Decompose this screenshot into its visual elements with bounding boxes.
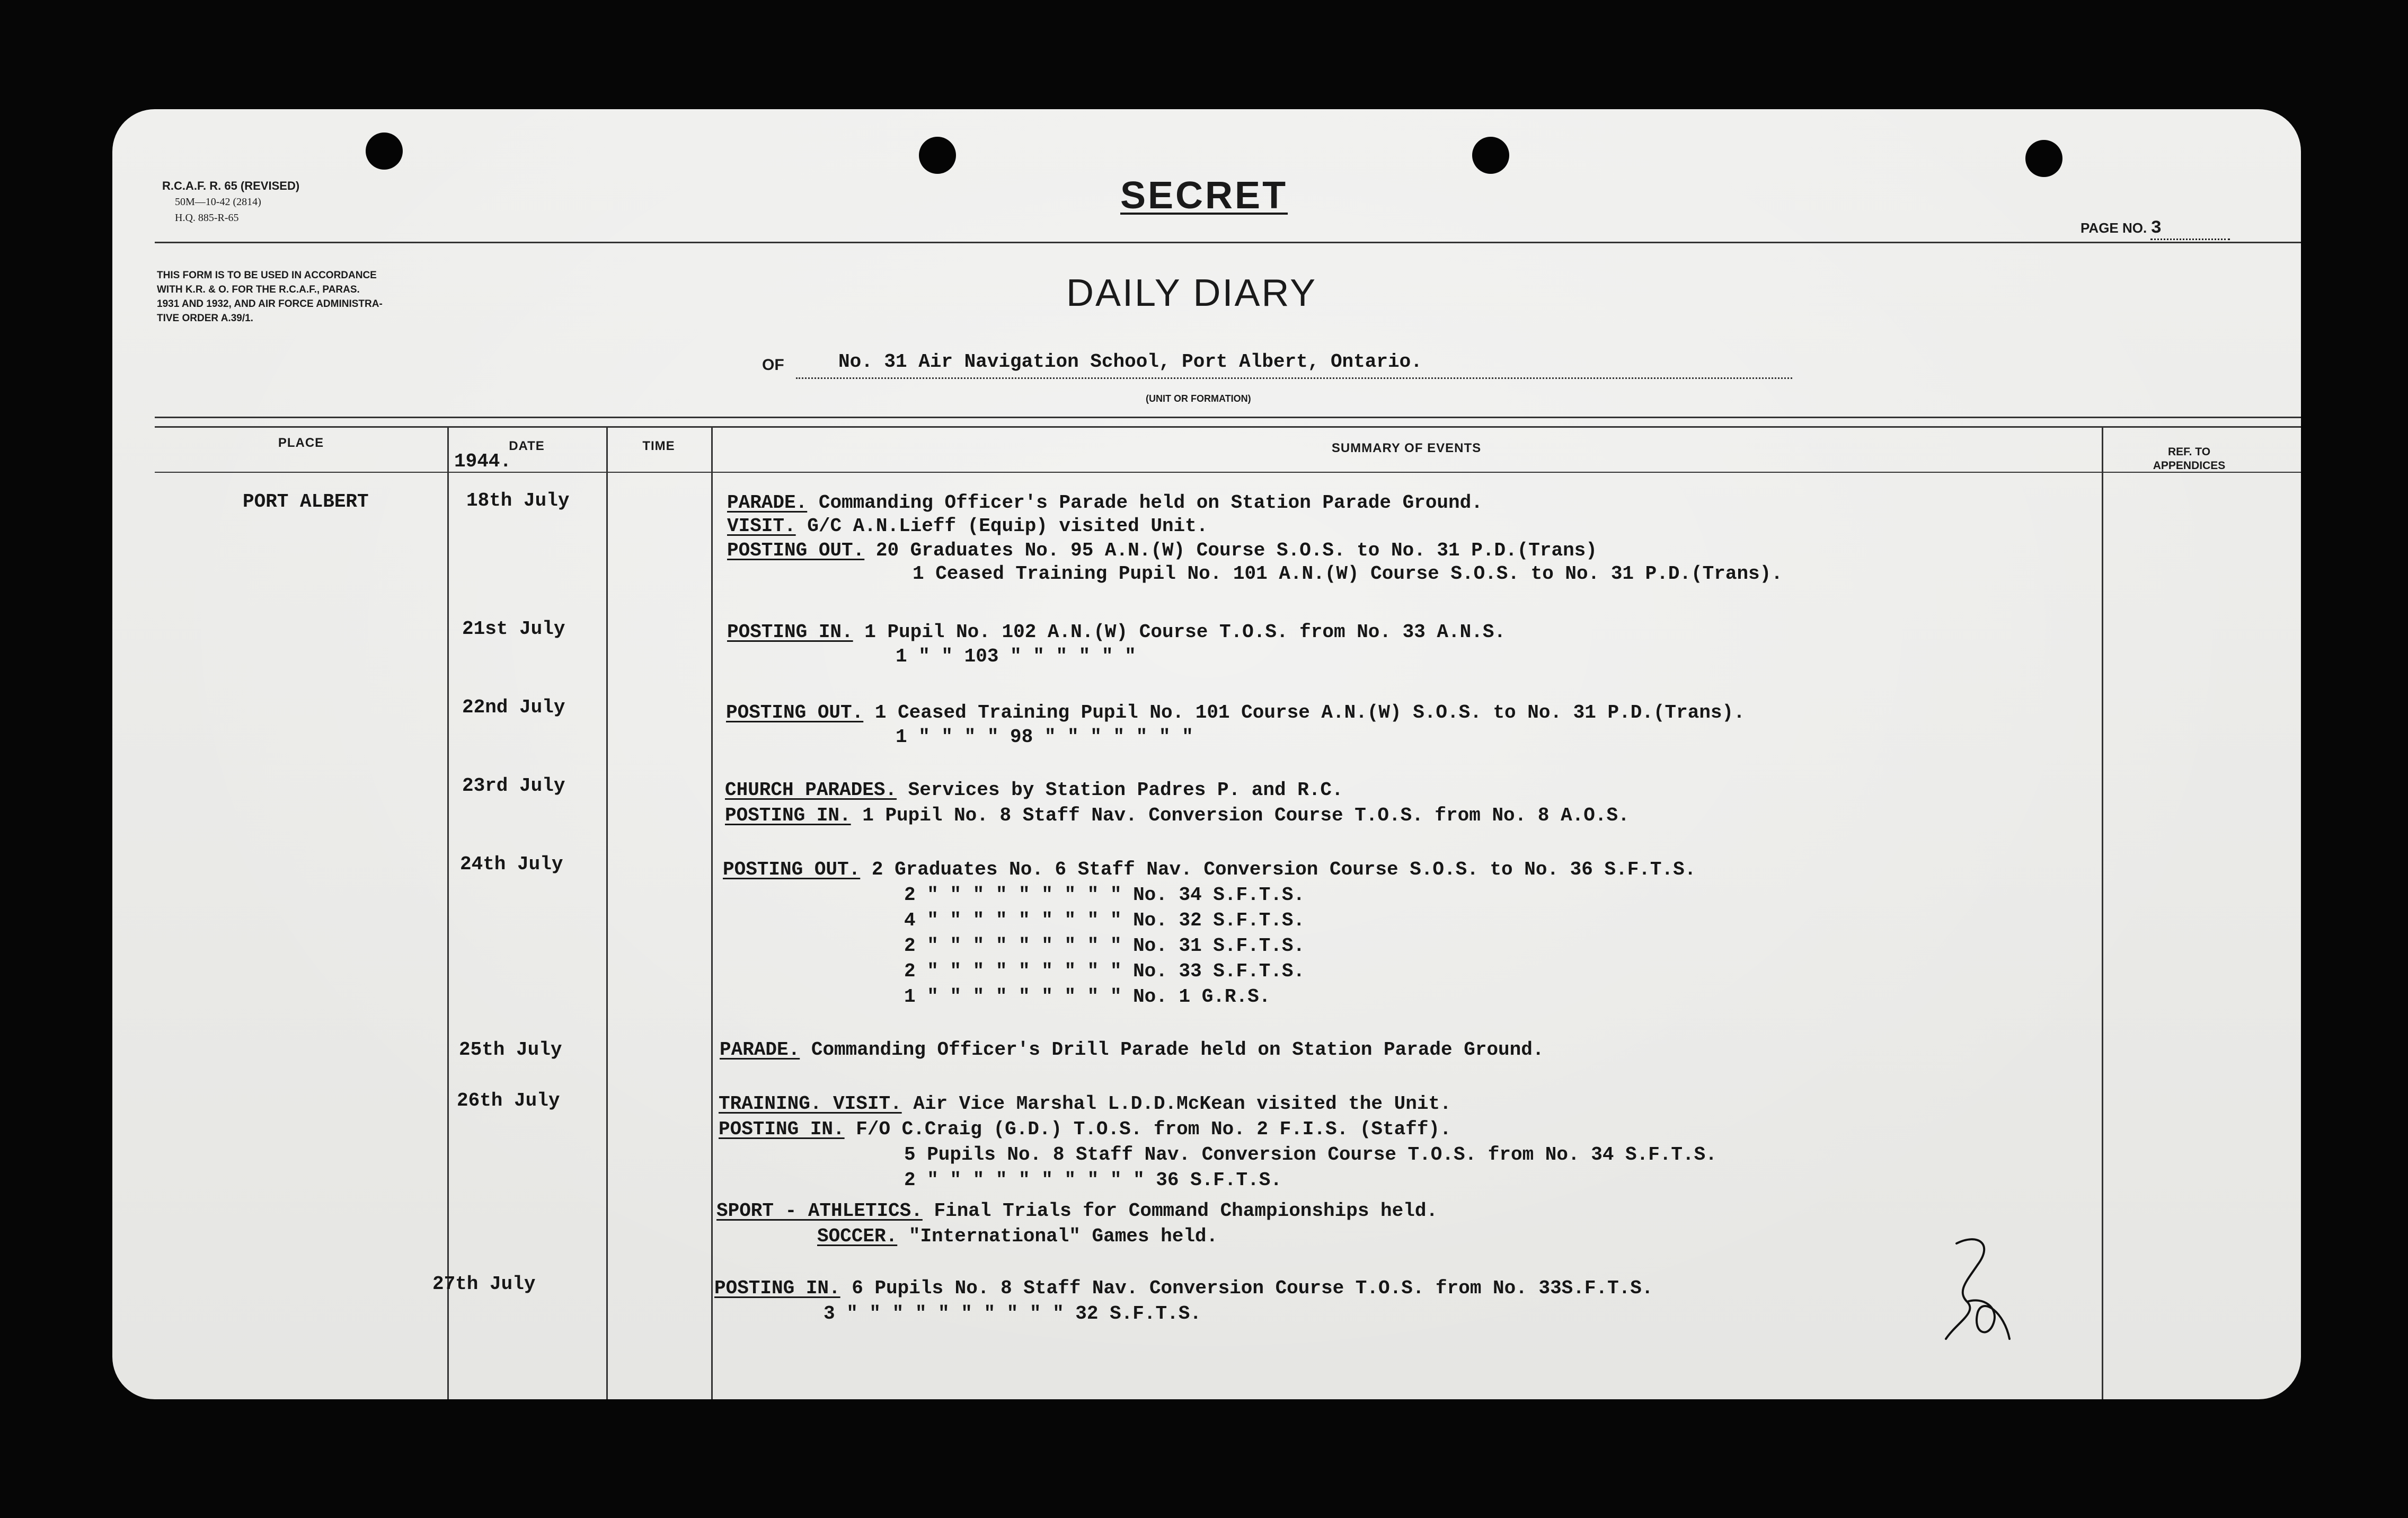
event-line xyxy=(719,1118,1451,1140)
page-title: DAILY DIARY xyxy=(1066,272,1317,314)
column-header-summary: SUMMARY OF EVENTS xyxy=(1331,441,1482,455)
header-line: APPENDICES xyxy=(2153,460,2226,472)
table-top-rule xyxy=(155,417,2301,418)
event-category: POSTING IN. xyxy=(727,621,853,643)
event-text: 6 Pupils No. 8 Staff Nav. Conversion Course T.O.S. from No. 33S.F.T.S. xyxy=(852,1277,1653,1299)
event-category: POSTING OUT. xyxy=(727,540,865,561)
entry-date: 18th July xyxy=(466,490,570,511)
event-category: POSTING OUT. xyxy=(726,702,864,723)
form-usage-note xyxy=(157,268,383,325)
event-category: POSTING OUT. xyxy=(723,859,861,880)
event-text: 1 Pupil No. 8 Staff Nav. Conversion Course T.O.S. from No. 8 A.O.S. xyxy=(862,805,1630,826)
diary-year: 1944. xyxy=(454,451,512,472)
event-line xyxy=(727,515,1208,537)
event-line xyxy=(817,1225,1218,1247)
event-line xyxy=(714,1277,1653,1299)
event-text: Air Vice Marshal L.D.D.McKean visited the Unit. xyxy=(913,1093,1451,1115)
event-line xyxy=(727,492,1483,514)
event-category: SPORT - ATHLETICS. xyxy=(716,1200,923,1222)
event-text: 1 " " 103 " " " " " " xyxy=(896,646,1136,667)
page-number-value: 3 xyxy=(2150,218,2230,240)
event-text: 4 " " " " " " " " " No. 32 S.F.T.S. xyxy=(904,910,1305,931)
event-line xyxy=(896,646,1136,667)
event-text: 2 " " " " " " " " " No. 33 S.F.T.S. xyxy=(904,960,1305,982)
column-header-date: DATE xyxy=(509,439,545,453)
event-text: Final Trials for Command Championships held. xyxy=(934,1200,1438,1222)
event-category: POSTING IN. xyxy=(725,805,851,826)
entry-date: 24th July xyxy=(460,853,563,875)
form-number: R.C.A.F. R. 65 (REVISED) xyxy=(162,179,300,192)
print-code: 50M—10-42 (2814) xyxy=(175,196,261,208)
note-line: TIVE ORDER A.39/1. xyxy=(157,313,253,324)
page-label: PAGE NO. xyxy=(2081,220,2147,236)
event-line xyxy=(727,621,1506,643)
event-category: POSTING IN. xyxy=(719,1118,845,1140)
table-top-rule xyxy=(155,426,2301,428)
event-text: "International" Games held. xyxy=(908,1225,1218,1247)
event-text: F/O C.Craig (G.D.) T.O.S. from No. 2 F.I.S. (Staff). xyxy=(856,1118,1451,1140)
column-header-appendices xyxy=(2102,445,2277,473)
event-text: 2 " " " " " " " " " No. 34 S.F.T.S. xyxy=(904,884,1305,906)
event-line xyxy=(913,563,1783,585)
event-text: 1 Ceased Training Pupil No. 101 A.N.(W) Course S.O.S. to No. 31 P.D.(Trans). xyxy=(913,563,1783,585)
event-line xyxy=(824,1303,1201,1325)
event-line xyxy=(723,859,1696,880)
event-line xyxy=(725,805,1630,826)
event-line xyxy=(904,1144,1717,1166)
column-header-time: TIME xyxy=(642,439,675,453)
event-category: POSTING IN. xyxy=(714,1277,840,1299)
place-cell: PORT ALBERT xyxy=(243,491,369,513)
diary-form-card xyxy=(112,109,2301,1399)
event-text: 5 Pupils No. 8 Staff Nav. Conversion Course T.O.S. from No. 34 S.F.T.S. xyxy=(904,1144,1717,1166)
unit-caption: (UNIT OR FORMATION) xyxy=(1146,393,1251,404)
event-line xyxy=(904,960,1305,982)
punch-hole xyxy=(1472,137,1509,174)
event-line xyxy=(904,1169,1282,1191)
event-category: TRAINING. VISIT. xyxy=(719,1093,902,1115)
note-line: THIS FORM IS TO BE USED IN ACCORDANCE xyxy=(157,270,377,281)
event-line xyxy=(904,884,1305,906)
header-line: REF. TO xyxy=(2167,446,2211,458)
column-divider xyxy=(711,426,713,1399)
punch-hole xyxy=(919,137,956,174)
event-text: Commanding Officer's Parade held on Station Parade Ground. xyxy=(818,492,1483,514)
punch-hole xyxy=(366,133,403,170)
divider xyxy=(155,242,2301,243)
event-text: 1 " " " " 98 " " " " " " " xyxy=(896,726,1193,748)
event-line xyxy=(725,779,1343,801)
event-text: 1 " " " " " " " " " No. 1 G.R.S. xyxy=(904,986,1271,1008)
column-divider xyxy=(447,426,449,1399)
event-line xyxy=(720,1039,1544,1061)
entry-date: 26th July xyxy=(457,1090,560,1111)
classification-heading: SECRET xyxy=(1120,174,1288,217)
event-category: PARADE. xyxy=(720,1039,800,1061)
entry-date: 25th July xyxy=(459,1039,562,1061)
event-text: 1 Ceased Training Pupil No. 101 Course A.N.(W) S.O.S. to No. 31 P.D.(Trans). xyxy=(874,702,1745,723)
of-label: OF xyxy=(762,356,784,374)
event-category: PARADE. xyxy=(727,492,808,514)
event-text: 2 " " " " " " " " " No. 31 S.F.T.S. xyxy=(904,935,1305,957)
entry-date: 27th July xyxy=(432,1273,536,1295)
event-category: SOCCER. xyxy=(817,1225,898,1247)
entry-date: 21st July xyxy=(462,618,565,640)
event-text: 2 Graduates No. 6 Staff Nav. Conversion Course S.O.S. to No. 36 S.F.T.S. xyxy=(871,859,1696,880)
hq-reference: H.Q. 885-R-65 xyxy=(175,212,239,224)
entry-date: 22nd July xyxy=(462,696,565,718)
note-line: 1931 AND 1932, AND AIR FORCE ADMINISTRA- xyxy=(157,298,383,310)
unit-name: No. 31 Air Navigation School, Port Albert, Ontario. xyxy=(838,351,1422,373)
column-header-place: PLACE xyxy=(278,436,324,450)
event-text: G/C A.N.Lieff (Equip) visited Unit. xyxy=(807,515,1208,537)
event-text: 2 " " " " " " " " " " 36 S.F.T.S. xyxy=(904,1169,1282,1191)
page-number xyxy=(2081,218,2230,240)
event-text: 20 Graduates No. 95 A.N.(W) Course S.O.S. to No. 31 P.D.(Trans) xyxy=(875,540,1597,561)
event-text: Services by Station Padres P. and R.C. xyxy=(908,779,1343,801)
event-text: Commanding Officer's Drill Parade held on Station Parade Ground. xyxy=(811,1039,1544,1061)
event-category: CHURCH PARADES. xyxy=(725,779,897,801)
event-line xyxy=(904,910,1305,931)
event-line xyxy=(719,1093,1451,1115)
entry-date: 23rd July xyxy=(462,775,565,797)
event-line xyxy=(716,1200,1438,1222)
event-line xyxy=(727,540,1597,561)
handwritten-initials xyxy=(1935,1233,2020,1349)
event-line xyxy=(896,726,1193,748)
column-divider xyxy=(606,426,608,1399)
event-line xyxy=(726,702,1745,723)
note-line: WITH K.R. & O. FOR THE R.C.A.F., PARAS. xyxy=(157,284,360,295)
form-number-block xyxy=(162,178,299,226)
event-line xyxy=(904,935,1305,957)
column-divider xyxy=(2102,426,2103,1399)
event-text: 1 Pupil No. 102 A.N.(W) Course T.O.S. from No. 33 A.N.S. xyxy=(864,621,1506,643)
punch-hole xyxy=(2025,140,2062,177)
event-text: 3 " " " " " " " " " " 32 S.F.T.S. xyxy=(824,1303,1201,1325)
event-line xyxy=(904,986,1270,1008)
event-category: VISIT. xyxy=(727,515,796,537)
